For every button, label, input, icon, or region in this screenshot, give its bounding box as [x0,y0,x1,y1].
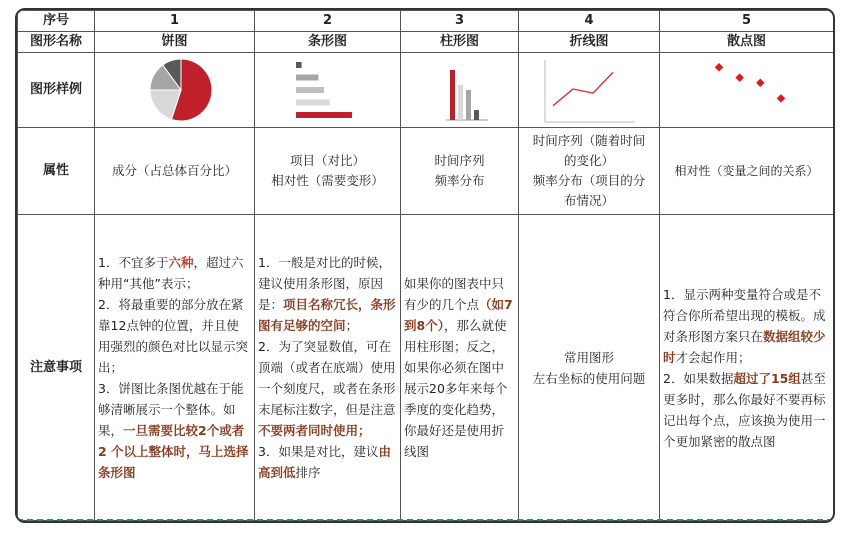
example-pie [95,53,255,128]
notes-bar-p3a: 3．如果是对比，建议 [258,444,379,459]
attr-line-line2: 的变化） [563,153,614,168]
notes-column-p2: （如7到8个） [404,297,513,333]
attr-pie: 成分（占总体百分比） [95,128,255,215]
notes-pie-p3 [98,378,251,483]
notes-pie-p2: 2．将最重要的部分放在紧靠12点钟的位置，并且使用强烈的颜色对比以显示突出； [98,297,249,375]
column-mark [466,90,471,120]
notes-scatter-p1 [663,284,830,368]
header-col-5: 5 [660,11,834,32]
name-row-label: 图形名称 [18,32,95,53]
name-bar: 条形图 [255,32,401,53]
notes-scatter-p2b: 超过了15组 [733,370,801,386]
bar-mark [296,62,302,68]
example-line [519,53,660,128]
notes-scatter-p1a: 1．显示两种变量符合或是不符合你所希望出现的模板。成对条形图方案只在 [663,286,826,344]
header-row [18,11,834,32]
header-col-3: 3 [401,11,519,32]
example-column [401,53,519,128]
attr-scatter: 相对性（变量之间的关系） [660,128,834,215]
notes-column-p3: ，那么就使用柱形图；反之，如果你必须在图中展示20多年来每个季度的变化趋势，你最好还是使用折线图 [404,318,508,459]
scatter-point [756,79,764,87]
attr-column [401,128,519,215]
notes-pie-p3b: 一旦需要比较2个或者 2 个以上整体时，马上选择条形图 [98,423,249,480]
notes-bar-p2a: 2．为了突显数值，可在顶端（或者在底端）使用一个刻度尺，或者在条形末尾标注数字，但是注意 [258,339,396,417]
notes-bar-p1b: 项目名称冗长，条形图有足够的空间 [258,297,396,333]
notes-scatter-p2 [663,368,830,452]
notes-bar-p3 [258,441,397,483]
bar-mark [296,75,318,81]
notes-row-label: 注意事项 [18,215,95,521]
attr-line [519,128,660,215]
notes-line-l1: 常用图形 [563,349,614,365]
attr-bar-line1: 项目（对比） [289,153,365,168]
attr-line-line4: 布情况） [563,193,614,208]
name-scatter: 散点图 [660,32,834,53]
notes-column-p1: 如果你的图表中只有少的几个点 [404,276,505,312]
notes-scatter [660,215,834,521]
attr-bar-line2: 相对性（需要变形） [271,173,384,188]
column-mark [450,70,455,120]
name-pie: 饼图 [95,32,255,53]
notes-line-l2: 左右坐标的使用问题 [532,370,646,386]
guide-table [17,10,834,521]
scatter-point [735,73,743,81]
attr-column-line1: 时间序列 [434,153,485,168]
example-row [18,53,834,128]
header-index-label: 序号 [18,11,95,32]
pie-chart-example [125,54,225,126]
notes-column [401,215,519,521]
example-scatter [660,53,834,128]
notes-scatter-p1c: 才会起作用； [675,349,751,365]
example-row-label: 图形样例 [18,53,95,128]
scatter-point [714,63,722,71]
line-series [553,72,613,105]
notes-bar [255,215,401,521]
attribute-row-label: 属性 [18,128,95,215]
notes-pie-p1c: ，超过六种用“其他”表示； [98,255,244,291]
notes-scatter-p2a: 2．如果数据 [663,370,734,386]
notes-row [18,215,834,521]
bar-mark [296,112,352,118]
notes-pie-p1 [98,252,251,294]
name-column: 柱形图 [401,32,519,53]
bar-mark [296,87,324,93]
attr-line-line1: 时间序列（随着时间 [532,133,646,148]
notes-scatter-p2c: 甚至更多时，那么你最好不要再标记出每个点，应该换为使用一个更加紧密的散点图 [663,370,826,449]
bar-chart-example [278,54,378,126]
scatter-point [776,94,784,102]
scatter-chart-example [697,54,797,126]
notes-bar-p1c: ； [345,318,359,333]
notes-scatter-p1b: 数据组较少时 [663,328,826,365]
chart-guide-table [15,8,835,523]
attr-bar [255,128,401,215]
notes-pie-p1a: 1．不宜多于 [98,255,169,270]
notes-pie [95,215,255,521]
notes-bar-p2b: 不要两者同时使用； [258,423,371,438]
attr-column-line2: 频率分布 [434,173,485,188]
notes-bar-p3b: 由高到低 [258,444,391,480]
bar-mark [296,100,330,106]
line-chart-example [539,54,639,126]
notes-bar-p3c: 排序 [295,465,321,480]
column-chart-example [410,54,510,126]
notes-pie-p3a: 3．饼图比条图优越在于能够清晰展示一个整体。如果， [98,381,244,438]
notes-bar-p1a: 1．一般是对比的时候，建议使用条形图，原因是： [258,255,391,312]
notes-line [519,215,660,521]
header-col-4: 4 [519,11,660,32]
column-mark [458,85,463,120]
header-col-1: 1 [95,11,255,32]
column-mark [474,110,479,120]
attr-line-line3: 频率分布（项目的分 [532,173,646,188]
notes-bar-p1 [258,252,397,336]
notes-bar-p2 [258,336,397,441]
header-col-2: 2 [255,11,401,32]
notes-pie-p1b: 六种 [168,255,194,270]
attribute-row [18,128,834,215]
name-row [18,32,834,53]
example-bar [255,53,401,128]
name-line: 折线图 [519,32,660,53]
